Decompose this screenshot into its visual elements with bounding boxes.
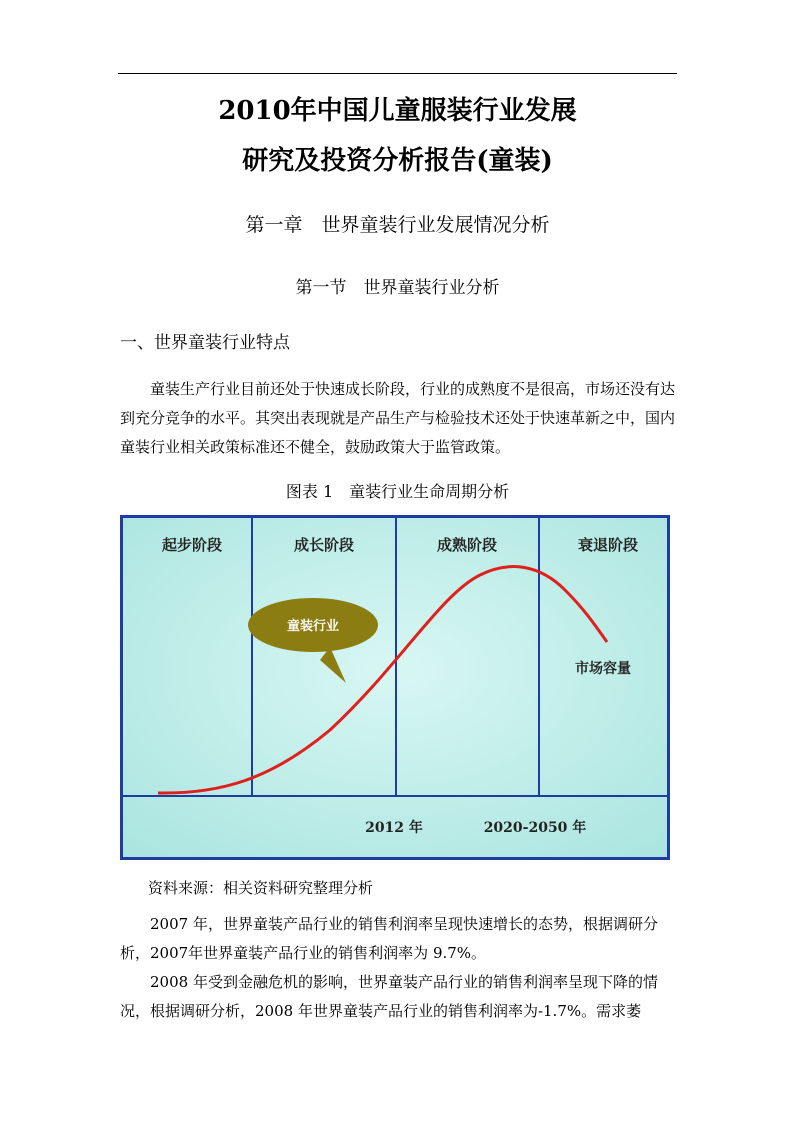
lifecycle-chart (120, 515, 670, 860)
stage-label-decline: 衰退阶段 (577, 536, 639, 554)
stage-label-growth: 成长阶段 (293, 536, 355, 554)
title-line-2: 研究及投资分析报告(童装) (242, 146, 553, 176)
paragraph-2: 2007 年，世界童装产品行业的销售利润率呈现快速增长的态势，根据调研分析，2007年世界童装产品行业的销售利润率为 9.7%。 (120, 915, 658, 962)
curve-label: 市场容量 (575, 661, 631, 677)
axis-label-2012: 2012 年 (365, 820, 423, 836)
subsection-heading: 一、世界童装行业特点 (120, 333, 290, 353)
stage-label-start: 起步阶段 (161, 536, 223, 554)
stage-label-mature: 成熟阶段 (436, 536, 498, 554)
bubble-label: 童装行业 (286, 619, 340, 634)
section-heading: 第一节 世界童装行业分析 (295, 278, 500, 298)
paragraph-1: 童装生产行业目前还处于快速成长阶段，行业的成熟度不是很高，市场还没有达到充分竞争的水平。其突出表现就是产品生产与检验技术还处于快速革新之中，国内童装行业相关政策标准还不健全，鼓励政策大于监管政策。 (120, 380, 676, 456)
title-line-1: 2010年中国儿童服装行业发展 (218, 96, 577, 126)
chapter-heading: 第一章 世界童装行业发展情况分析 (245, 214, 550, 236)
paragraph-3: 2008 年受到金融危机的影响，世界童装产品行业的销售利润率呈现下降的情况，根据调研分析，2008 年世界童装产品行业的销售利润率为-1.7%。需求萎 (120, 973, 658, 1020)
header-rule (118, 73, 677, 74)
figure-caption: 图表 1 童装行业生命周期分析 (285, 482, 510, 501)
source-note: 资料来源：相关资料研究整理分析 (148, 879, 374, 897)
axis-label-2020-2050: 2020-2050 年 (483, 820, 587, 836)
